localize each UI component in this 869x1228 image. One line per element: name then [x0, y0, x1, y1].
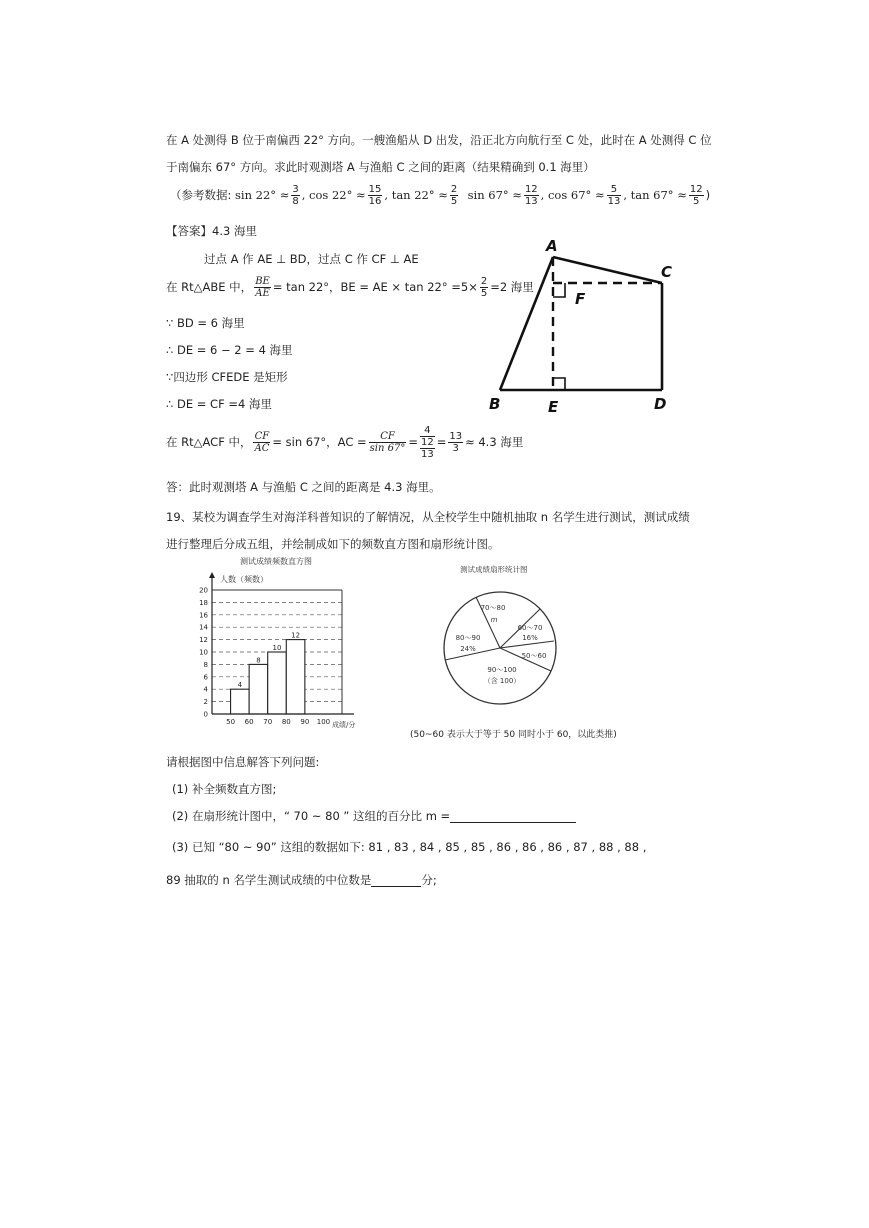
question-1: (1) 补全频数直方图; [172, 782, 277, 796]
pie-slice-80-90-value: 24% [460, 645, 476, 653]
frequency-histogram [180, 552, 390, 732]
problem18-line2: 于南偏东 67° 方向。求此时观测塔 A 与渔船 C 之间的距离（结果精确到 0.1 海里） [166, 160, 595, 174]
histogram-xlabel: 成绩/分 [332, 721, 356, 729]
histogram-bar [231, 689, 250, 714]
x-tick-label: 50 [226, 718, 236, 726]
ref-cos22-frac: $\frac{15}{16}$ [368, 184, 382, 207]
y-axis-arrow [209, 572, 215, 578]
ref-close: ) [705, 188, 711, 202]
ref-open: （参考数据: [170, 188, 232, 202]
y-tick-label: 4 [203, 685, 208, 694]
question-3: (3) 已知 “80 ~ 90” 这组的数据如下: 81 , 83 , 84 , 85 , 85 , 86 , 86 , 86 , 87 , 88 , 88 , [172, 840, 647, 854]
segment-ab [500, 257, 553, 390]
question-prompt: 请根据图中信息解答下列问题: [166, 755, 320, 769]
answer-blank-median[interactable] [371, 874, 421, 887]
solution-step4: ∴ DE = 6 − 2 = 4 海里 [166, 343, 293, 357]
solution-step3: ∵ BD = 6 海里 [166, 316, 245, 330]
solution-step5: ∵四边形 CFEDE 是矩形 [166, 370, 288, 384]
ref-sin67: sin 67° ≈ [467, 188, 522, 202]
problem19-line1: 19、某校为调查学生对海洋科普知识的了解情况，从全校学生中随机抽取 n 名学生进行测试，测试成绩 [166, 510, 690, 524]
x-tick-label: 80 [281, 718, 291, 726]
x-tick-label: 70 [263, 718, 273, 726]
x-tick-label: 60 [244, 718, 254, 726]
geometry-figure [480, 234, 690, 420]
ref-sin22: sin 22° ≈ [235, 188, 290, 202]
ref-tan22: , tan 22° ≈ [384, 188, 448, 202]
ref-sin67-frac: $\frac{12}{13}$ [524, 184, 538, 207]
ref-cos22: , cos 22° ≈ [301, 188, 366, 202]
bar-value-label: 10 [272, 644, 282, 652]
pie-slice-70-80-value: m [490, 616, 498, 624]
question-3-line2: 89 抽取的 n 名学生测试成绩的中位数是 分; [166, 873, 437, 887]
pie-chart [430, 560, 590, 710]
y-tick-label: 20 [199, 586, 208, 595]
y-tick-label: 10 [199, 648, 208, 657]
y-tick-label: 12 [199, 636, 208, 645]
bar-value-label: 8 [256, 656, 261, 665]
label-a: A [546, 237, 558, 255]
ref-tan67: , tan 67° ≈ [623, 188, 687, 202]
y-tick-label: 8 [203, 660, 208, 669]
histogram-title: 测试成绩频数直方图 [240, 557, 312, 566]
pie-slice-60-70-label: 60～70 [517, 624, 543, 632]
pie-slice-80-90-label: 80～90 [455, 634, 481, 642]
answer-blank-m[interactable] [450, 810, 576, 823]
solution-step1: 过点 A 作 AE ⊥ BD，过点 C 作 CF ⊥ AE [204, 252, 419, 266]
question-2: (2) 在扇形统计图中，“ 70 ~ 80 ” 这组的百分比 m = [172, 809, 576, 823]
label-f: F [575, 290, 586, 308]
pie-slice-70-80-label: 70～80 [480, 604, 506, 612]
histogram-bar [286, 640, 305, 714]
pie-slice-90-100-label: 90～100 [487, 666, 517, 674]
y-tick-label: 18 [199, 598, 208, 607]
pie-title: 测试成绩扇形统计图 [460, 565, 528, 574]
answer-label: 【答案】4.3 海里 [166, 224, 257, 238]
x-tick-label: 90 [300, 718, 310, 726]
solution-step7: 在 Rt△ACF 中， $\frac{CF}{AC}$ = sin 67°，AC = $\frac{CF}{\sin 67^\circ}$ = 4 12 13 = $\frac{13}{3}$ ≈ 4.3 海里 [166, 425, 524, 460]
histogram-bar [268, 652, 287, 714]
pie-slice-50-60-label: 50～60 [521, 652, 547, 660]
histogram-bar [249, 664, 268, 714]
problem19-line2: 进行整理后分成五组，并绘制成如下的频数直方图和扇形统计图。 [166, 537, 500, 551]
y-tick-label: 2 [203, 698, 208, 707]
x-tick-label: 100 [316, 718, 331, 726]
pie-slice-90-100-value: （含 100） [483, 677, 521, 685]
range-note: (50~60 表示大于等于 50 同时小于 60，以此类推) [410, 730, 617, 740]
reference-data [170, 184, 710, 207]
y-tick-label: 0 [203, 710, 208, 719]
y-tick-label: 14 [199, 623, 208, 632]
histogram-ylabel: 人数（频数） [220, 575, 268, 584]
ref-cos67-frac: $\frac{5}{13}$ [607, 184, 621, 207]
y-tick-label: 16 [199, 611, 208, 620]
label-c: C [661, 263, 673, 281]
solution-conclusion: 答：此时观测塔 A 与渔船 C 之间的距离是 4.3 海里。 [166, 480, 441, 494]
right-angle-e [553, 378, 565, 390]
y-tick-label: 6 [203, 673, 208, 682]
ref-cos67: , cos 67° ≈ [540, 188, 605, 202]
ref-tan22-frac: $\frac{2}{5}$ [450, 184, 458, 207]
right-angle-f [553, 283, 565, 297]
ref-tan67-frac: $\frac{12}{5}$ [689, 184, 703, 207]
bar-value-label: 12 [291, 631, 301, 640]
pie-slice-60-70-value: 16% [522, 634, 538, 642]
solution-step2: 在 Rt△ABE 中， $\frac{BE}{AE}$ = tan 22°，BE = AE × tan 22° =5× $\frac{2}{5}$ =2 海里 [166, 276, 534, 299]
ref-sin22-frac: $\frac{3}{8}$ [292, 184, 299, 207]
solution-step6: ∴ DE = CF =4 海里 [166, 397, 272, 411]
segment-ac [553, 257, 662, 283]
label-b: B [489, 395, 501, 413]
bar-value-label: 4 [237, 681, 243, 690]
label-d: D [654, 395, 667, 413]
label-e: E [548, 398, 559, 416]
problem18-line1: 在 A 处测得 B 位于南偏西 22° 方向。一艘渔船从 D 出发，沿正北方向航行至 C 处，此时在 A 处测得 C 位 [166, 133, 712, 147]
